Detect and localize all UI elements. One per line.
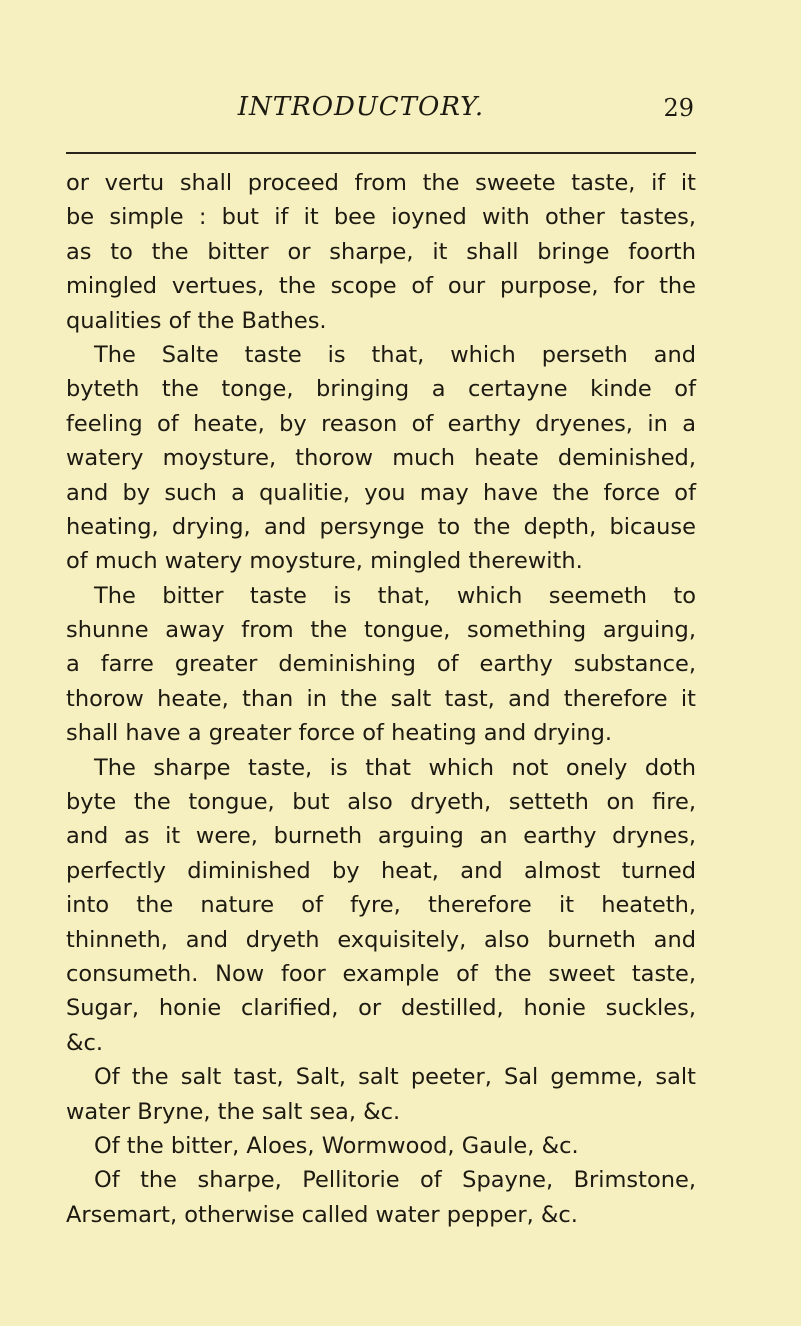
header-rule bbox=[66, 152, 696, 154]
text-line: byteth the tonge, bringing a certayne kinde of bbox=[66, 376, 696, 403]
running-head: INTRODUCTORY. bbox=[237, 92, 485, 122]
text-line: The sharpe taste, is that which not onely doth bbox=[94, 754, 696, 781]
page-header bbox=[66, 92, 696, 136]
text-line: perfectly diminished by heat, and almost turned bbox=[66, 857, 696, 884]
text-line: feeling of heate, by reason of earthy dryenes, in a bbox=[66, 410, 696, 437]
text-line: byte the tongue, but also dryeth, setteth on fire, bbox=[66, 789, 696, 816]
text-line: shunne away from the tongue, something arguing, bbox=[66, 617, 696, 644]
text-line: Of the salt tast, Salt, salt peeter, Sal gemme, salt bbox=[94, 1064, 696, 1091]
text-line: heating, drying, and persynge to the depth, bicause bbox=[66, 513, 696, 540]
text-line: Of the bitter, Aloes, Wormwood, Gaule, &c. bbox=[94, 1132, 579, 1159]
text-line: shall have a greater force of heating and drying. bbox=[66, 720, 613, 747]
text-line: or vertu shall proceed from the sweete taste, if it bbox=[66, 170, 696, 196]
text-line: into the nature of fyre, therefore it heateth, bbox=[66, 892, 696, 919]
text-line: thorow heate, than in the salt tast, and therefore it bbox=[66, 685, 696, 712]
text-line: Sugar, honie clarified, or destilled, honie suckles, bbox=[66, 995, 696, 1022]
text-line: as to the bitter or sharpe, it shall bringe foorth bbox=[66, 238, 696, 265]
text-line: of much watery moysture, mingled therewith. bbox=[66, 548, 583, 575]
text-line: &c. bbox=[66, 1029, 104, 1056]
text-line: consumeth. Now foor example of the sweet taste, bbox=[66, 960, 696, 987]
text-line: Arsemart, otherwise called water pepper, &c. bbox=[66, 1201, 578, 1228]
body-text bbox=[66, 166, 696, 1232]
text-line: be simple : but if it bee ioyned with other tastes, bbox=[66, 204, 696, 231]
text-line: The Salte taste is that, which perseth and bbox=[94, 341, 696, 368]
text-line: water Bryne, the salt sea, &c. bbox=[66, 1098, 401, 1125]
page-number: 29 bbox=[663, 94, 694, 122]
text-line: and by such a qualitie, you may have the force of bbox=[66, 479, 696, 506]
text-line: watery moysture, thorow much heate deminished, bbox=[66, 445, 696, 472]
text-line: thinneth, and dryeth exquisitely, also burneth and bbox=[66, 926, 696, 953]
text-line: Of the sharpe, Pellitorie of Spayne, Brimstone, bbox=[94, 1167, 696, 1194]
text-line: mingled vertues, the scope of our purpose, for the bbox=[66, 273, 696, 300]
text-line: and as it were, burneth arguing an earthy drynes, bbox=[66, 823, 696, 850]
text-line: The bitter taste is that, which seemeth to bbox=[94, 582, 696, 609]
text-line: a farre greater deminishing of earthy substance, bbox=[66, 651, 696, 678]
text-line: qualities of the Bathes. bbox=[66, 307, 327, 334]
